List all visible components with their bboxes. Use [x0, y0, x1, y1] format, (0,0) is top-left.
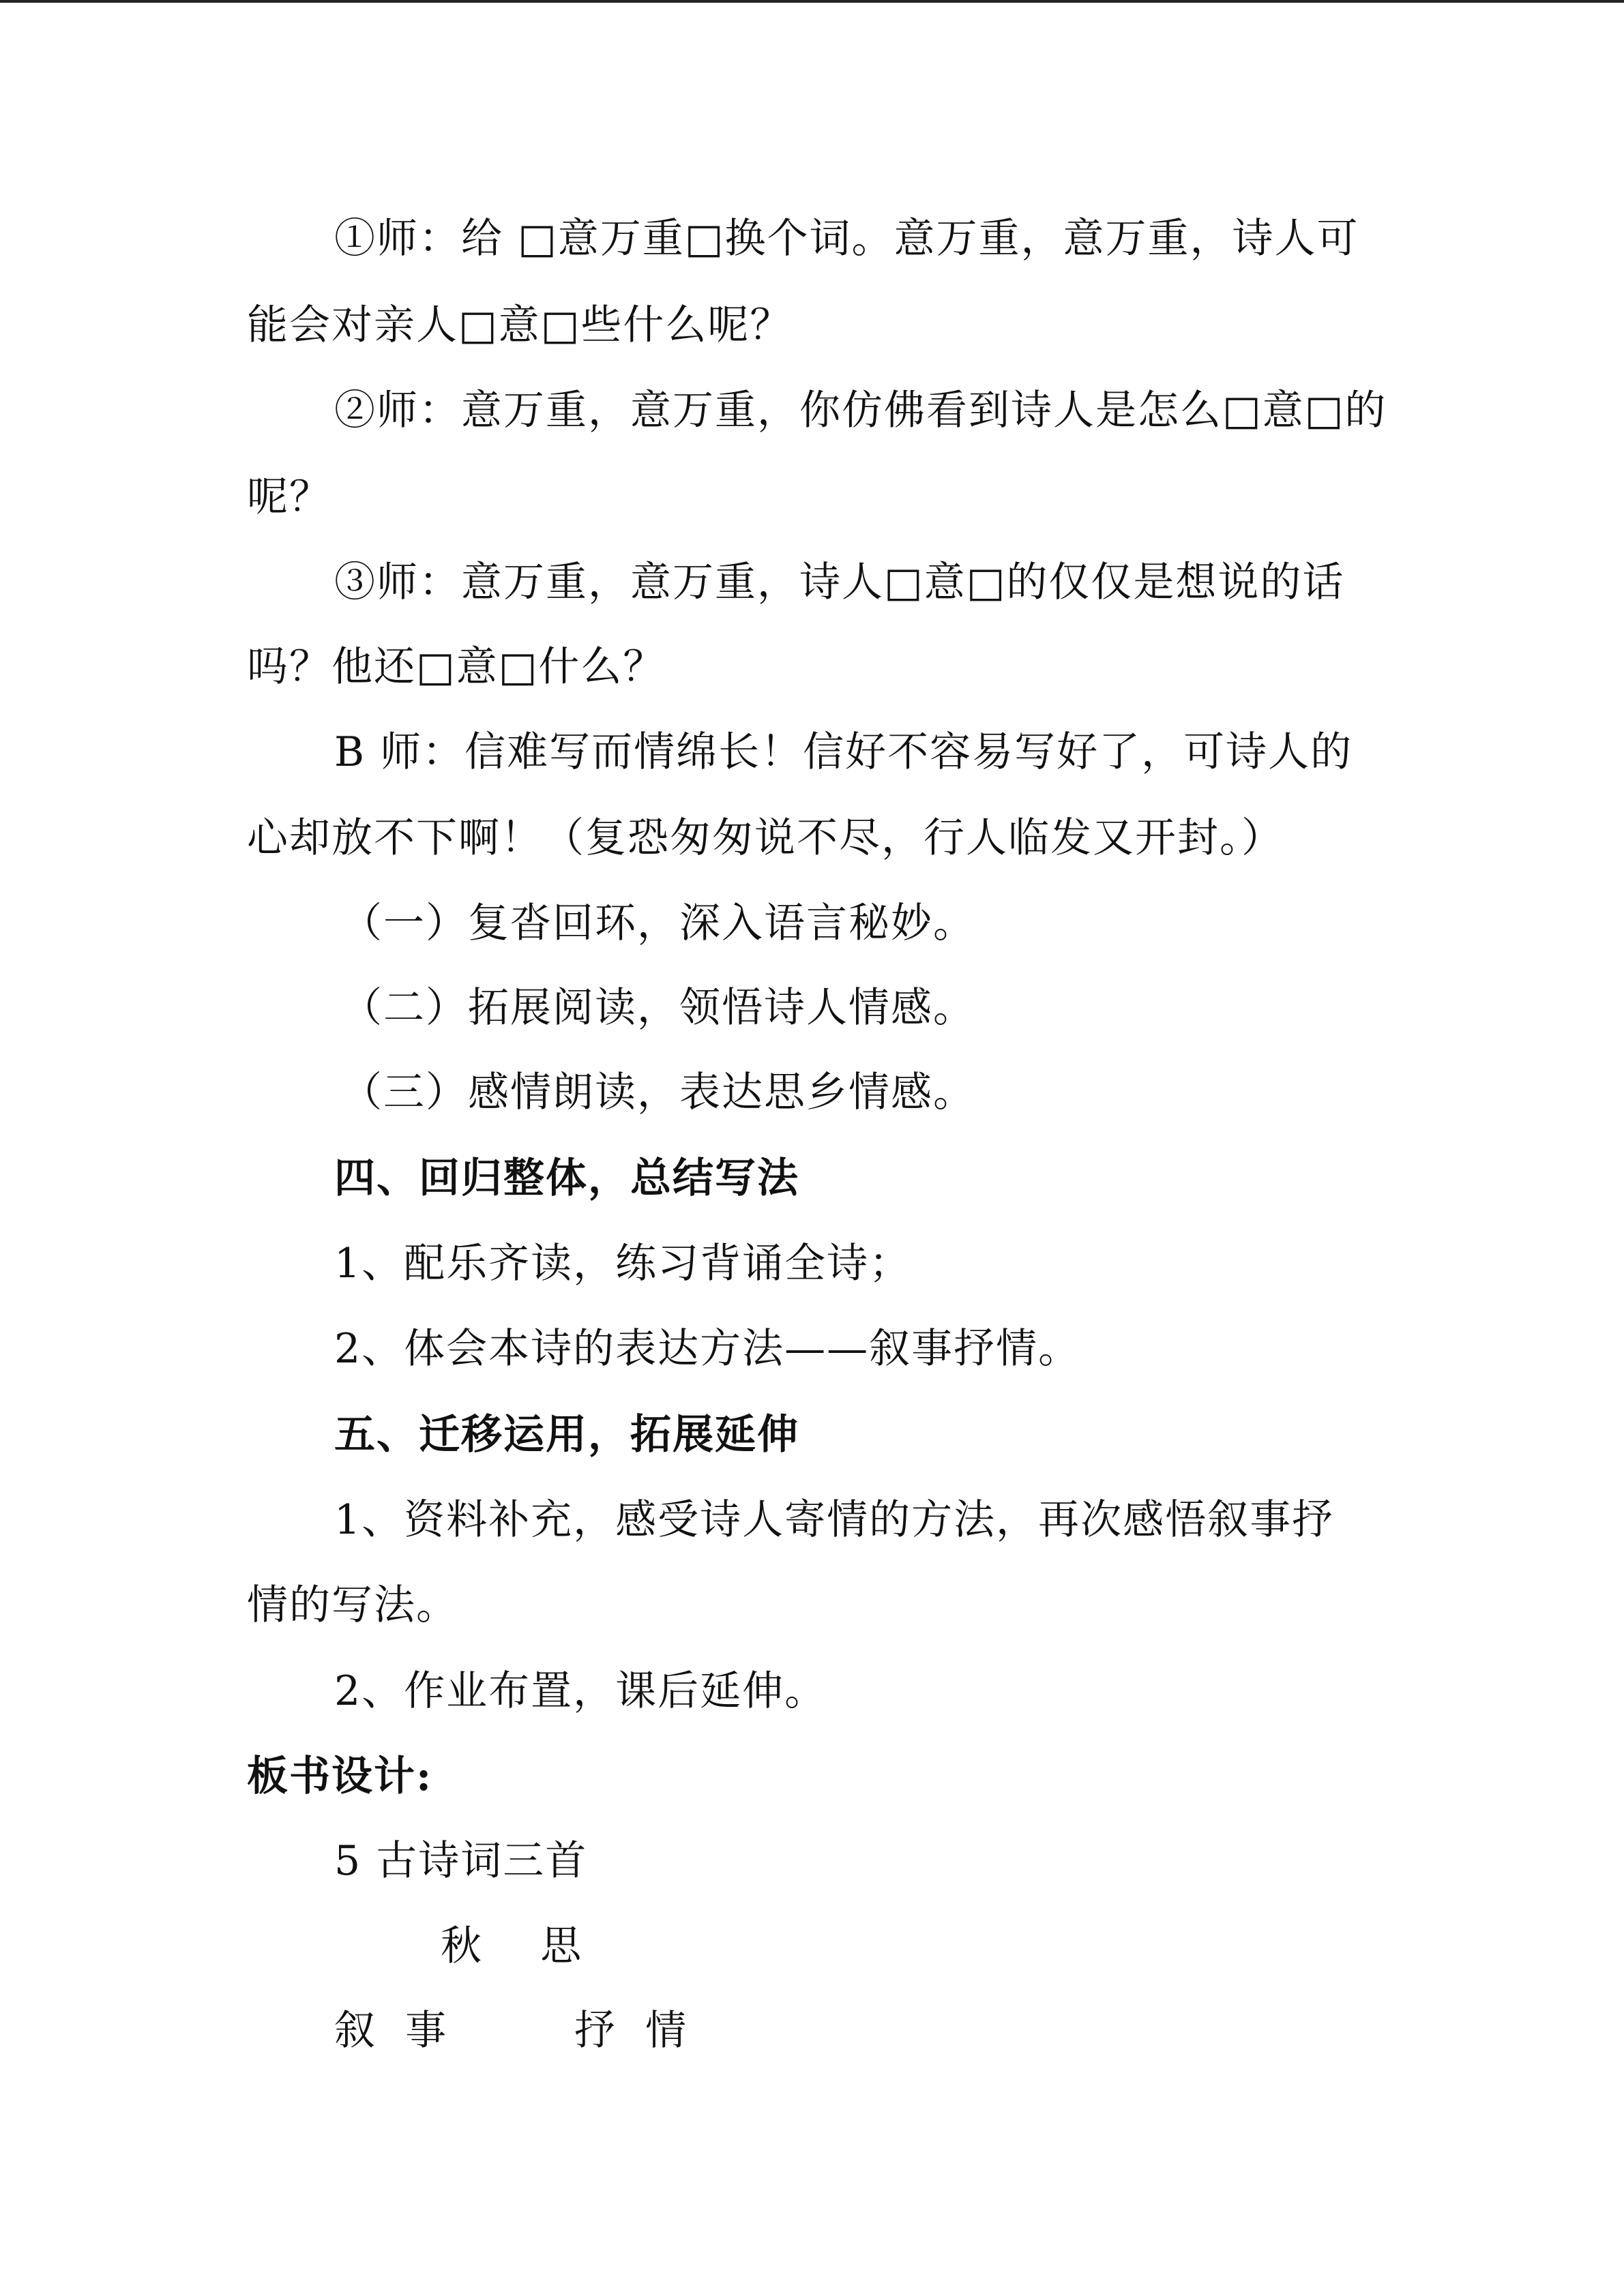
board-lesson-title: 5 古诗词三首	[334, 1837, 588, 1885]
paragraph-2-line-2: 呢？	[247, 473, 331, 521]
subsection-1: （一）复沓回环，深入语言秘妙。	[341, 899, 975, 947]
board-left-term: 叙 事	[334, 2007, 448, 2055]
subsection-2: （二）拓展阅读，领悟诗人情感。	[341, 984, 975, 1032]
section-4-heading: 四、回归整体，总结写法	[334, 1154, 799, 1202]
section-5-heading: 五、迁移运用，拓展延伸	[334, 1411, 799, 1459]
board-right-term: 抒 情	[574, 2007, 688, 2055]
paragraph-3-line-1: ③师：意万重，意万重，诗人□意□的仅仅是想说的话	[334, 558, 1345, 606]
section-4-item-2: 2、体会本诗的表达方法——叙事抒情。	[334, 1325, 1081, 1373]
section-5-item-1-line-1: 1、资料补充，感受诗人寄情的方法，再次感悟叙事抒	[334, 1496, 1335, 1544]
paragraph-b-line-1: B 师：信难写而情绵长！信好不容易写好了，可诗人的	[334, 728, 1353, 776]
paragraph-1-line-1: ①师：给 □意万重□换个词。意万重，意万重，诗人可	[334, 215, 1359, 263]
paragraph-2-line-1: ②师：意万重，意万重，你仿佛看到诗人是怎么□意□的	[334, 387, 1387, 434]
board-design-heading: 板书设计:	[247, 1753, 433, 1800]
paragraph-1-line-2: 能会对亲人□意□些什么呢？	[247, 301, 793, 349]
subsection-3: （三）感情朗读，表达思乡情感。	[341, 1069, 975, 1116]
section-5-item-1-line-2: 情的写法。	[247, 1581, 458, 1629]
board-poem-title: 秋 思	[441, 1922, 583, 1970]
paragraph-3-line-2: 吗？他还□意□什么？	[247, 643, 666, 691]
section-4-item-1: 1、配乐齐读，练习背诵全诗；	[334, 1240, 912, 1287]
paragraph-b-line-2: 心却放不下啊！（复恐匆匆说不尽，行人临发又开封。）	[247, 814, 1284, 862]
section-5-item-2: 2、作业布置，课后延伸。	[334, 1667, 827, 1715]
